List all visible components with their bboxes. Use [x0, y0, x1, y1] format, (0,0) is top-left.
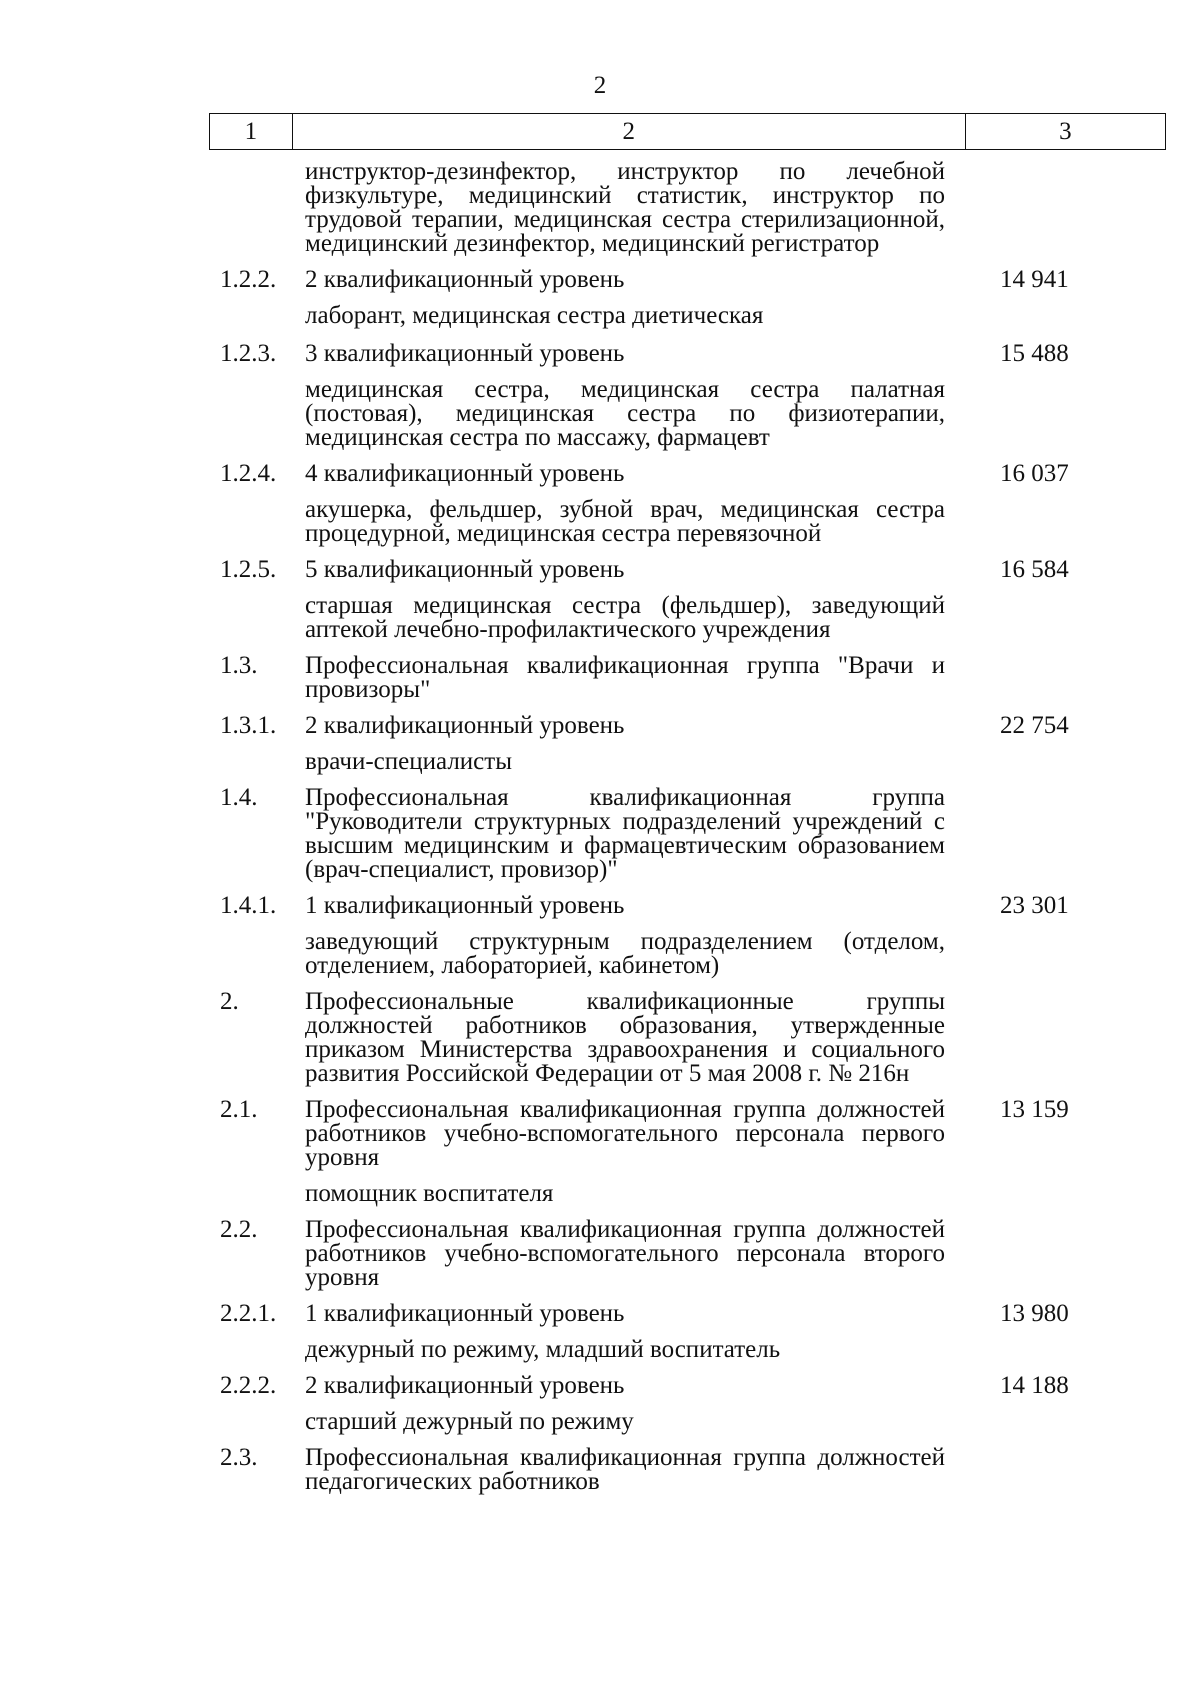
table-row [0, 990, 1200, 1086]
row-number: 1.2.2. [220, 266, 277, 293]
row-value [1000, 1218, 1130, 1290]
table-row [0, 498, 1200, 546]
table-row [0, 1446, 1200, 1494]
row-text: 2 квалификационный уровень [305, 266, 625, 293]
row-text: Профессиональная квалификационная группа должностей работников учебно-вспомогательного персонала второго уровня [305, 1216, 945, 1291]
row-value [1000, 160, 1130, 256]
row-number [220, 594, 305, 642]
row-number: 2.2.2. [220, 1372, 277, 1399]
row-text: 2 квалификационный уровень [305, 712, 625, 739]
table-row [0, 268, 1200, 292]
row-value: 14 941 [1000, 266, 1069, 293]
row-text: инструктор-дезинфектор, инструктор по лечебной физкультуре, медицинский статистик, инструктор по трудовой терапии, медицинская сестра стерилизационной, медицинский дезинфектор, медицинский регистратор [305, 158, 945, 257]
row-value: 22 754 [1000, 712, 1069, 739]
table-row [0, 594, 1200, 642]
row-text: заведующий структурным подразделением (отделом, отделением, лабораторией, кабинетом) [305, 928, 945, 979]
row-number: 1.4.1. [220, 892, 277, 919]
row-number [220, 930, 305, 978]
row-text: Профессиональные квалификационные группы должностей работников образования, утвержденные приказом Министерства здравоохранения и социального развития Российской Федерации от 5 мая 2008 г. № 216н [305, 988, 945, 1087]
row-text: лаборант, медицинская сестра диетическая [305, 302, 764, 329]
row-text: старшая медицинская сестра (фельдшер), заведующий аптекой лечебно-профилактического учреждения [305, 592, 945, 643]
table-row [0, 1098, 1200, 1170]
row-value [1000, 498, 1130, 546]
table-row [0, 1374, 1200, 1398]
row-text: 2 квалификационный уровень [305, 1372, 625, 1399]
row-value: 16 037 [1000, 460, 1069, 487]
row-number [220, 304, 305, 328]
row-text: 5 квалификационный уровень [305, 556, 625, 583]
table-row [0, 462, 1200, 486]
row-value [1000, 304, 1130, 328]
row-value [1000, 750, 1130, 774]
column-header-3: 3 [965, 114, 1165, 150]
table-row [0, 558, 1200, 582]
row-value: 15 488 [1000, 340, 1069, 367]
page-number: 2 [593, 72, 607, 99]
row-value [1000, 654, 1130, 702]
table-row [0, 654, 1200, 702]
row-text: дежурный по режиму, младший воспитатель [305, 1336, 781, 1363]
table-row [0, 930, 1200, 978]
row-number: 1.4. [220, 784, 258, 811]
row-value [1000, 1446, 1130, 1494]
row-value [1000, 594, 1130, 642]
column-header-2: 2 [292, 114, 965, 150]
table-row [0, 378, 1200, 450]
row-text: Профессиональная квалификационная группа должностей педагогических работников [305, 1444, 945, 1495]
table-row [0, 342, 1200, 366]
row-number: 2.2. [220, 1216, 258, 1243]
row-value: 16 584 [1000, 556, 1069, 583]
row-value: 14 188 [1000, 1372, 1069, 1399]
row-number: 1.2.5. [220, 556, 277, 583]
row-number: 1.3. [220, 652, 258, 679]
table-body [0, 160, 1200, 1494]
table-row [0, 786, 1200, 882]
row-text: акушерка, фельдшер, зубной врач, медицинская сестра процедурной, медицинская сестра перевязочной [305, 496, 945, 547]
table-row [0, 750, 1200, 774]
row-number [220, 378, 305, 450]
table-row [0, 894, 1200, 918]
table-row [0, 160, 1200, 256]
table-row [0, 1338, 1200, 1362]
row-number [220, 1410, 305, 1434]
row-text: помощник воспитателя [305, 1180, 554, 1207]
row-number [220, 1338, 305, 1362]
table-row [0, 1302, 1200, 1326]
row-text: 1 квалификационный уровень [305, 892, 625, 919]
row-text: медицинская сестра, медицинская сестра палатная (постовая), медицинская сестра по физиотерапии, медицинская сестра по массажу, фармацевт [305, 376, 945, 451]
table-row [0, 714, 1200, 738]
table-row [0, 1218, 1200, 1290]
row-number: 2.2.1. [220, 1300, 277, 1327]
row-value: 23 301 [1000, 892, 1069, 919]
row-text: 1 квалификационный уровень [305, 1300, 625, 1327]
row-value [1000, 378, 1130, 450]
row-value [1000, 1182, 1130, 1206]
row-text: врачи-специалисты [305, 748, 512, 775]
row-number: 1.2.4. [220, 460, 277, 487]
row-number [220, 160, 305, 256]
row-value [1000, 786, 1130, 882]
row-text: Профессиональная квалификационная группа "Руководители структурных подразделений учреждений с высшим медицинским и фармацевтическим образованием (врач-специалист, провизор)" [305, 784, 945, 883]
table-row [0, 1182, 1200, 1206]
row-number: 2.3. [220, 1444, 258, 1471]
row-text: старший дежурный по режиму [305, 1408, 634, 1435]
row-number [220, 1182, 305, 1206]
table-row [0, 1410, 1200, 1434]
row-value [1000, 1410, 1130, 1434]
row-text: Профессиональная квалификационная группа "Врачи и провизоры" [305, 652, 945, 703]
row-value [1000, 990, 1130, 1086]
row-number: 1.3.1. [220, 712, 277, 739]
row-number: 1.2.3. [220, 340, 277, 367]
row-value [1000, 930, 1130, 978]
row-value: 13 980 [1000, 1300, 1069, 1327]
column-header-1: 1 [210, 114, 293, 150]
row-value [1000, 1338, 1130, 1362]
row-number: 2. [220, 988, 239, 1015]
row-text: Профессиональная квалификационная группа должностей работников учебно-вспомогательного персонала первого уровня [305, 1096, 945, 1171]
row-text: 4 квалификационный уровень [305, 460, 625, 487]
row-text: 3 квалификационный уровень [305, 340, 625, 367]
table-row [0, 304, 1200, 328]
row-number [220, 498, 305, 546]
row-number [220, 750, 305, 774]
table-header [209, 113, 1166, 150]
row-number: 2.1. [220, 1096, 258, 1123]
row-value: 13 159 [1000, 1096, 1069, 1123]
